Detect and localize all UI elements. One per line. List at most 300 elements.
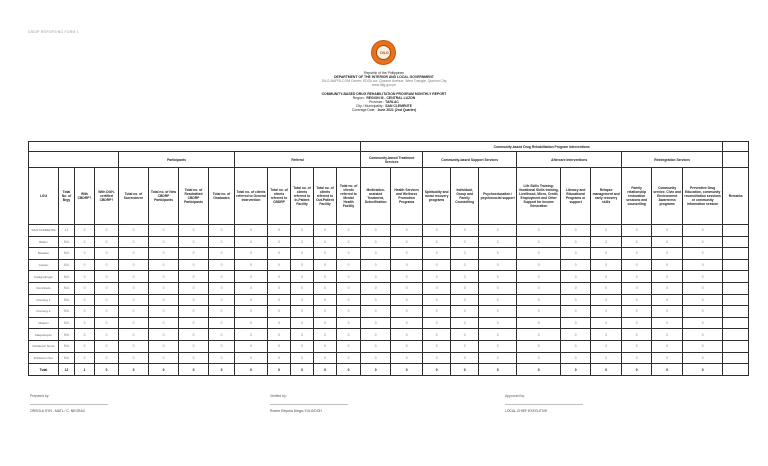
value-cell: 0 (119, 282, 149, 294)
value-cell: 0 (517, 317, 561, 329)
value-cell: 0 (652, 225, 683, 237)
value-cell: 0 (291, 340, 314, 352)
total-value-cell: 0 (291, 364, 314, 376)
value-cell: 0 (235, 317, 268, 329)
value-cell: 0 (391, 282, 423, 294)
value-cell: 0 (235, 225, 268, 237)
value-cell: 0 (179, 340, 209, 352)
department-website: www.dilg.gov.ph (371, 83, 397, 87)
value-cell: 0 (75, 294, 95, 306)
seal-inner-ring (376, 45, 391, 60)
total-value-cell: 0 (149, 364, 179, 376)
approved-by-name: LOCAL CHIEF EXECUTIVE (505, 409, 548, 413)
header-group-referral: Referral (235, 152, 361, 168)
value-cell: 0 (337, 271, 361, 283)
value-cell: 0 (209, 248, 235, 260)
value-cell: 0 (561, 317, 591, 329)
value-cell: 0 (95, 294, 119, 306)
value-cell: 0 (423, 340, 451, 352)
value-cell: 0 (268, 294, 291, 306)
column-header: Preventive Drug Education, community reconciliation sessions or community information session (683, 168, 723, 225)
brgy-count-cell: N/A (59, 236, 75, 248)
value-cell: 0 (291, 306, 314, 318)
value-cell: 0 (291, 225, 314, 237)
value-cell: 0 (209, 340, 235, 352)
value-cell: 0 (451, 340, 479, 352)
value-cell: 0 (361, 248, 391, 260)
lgu-cell: Bawabo (29, 248, 59, 260)
column-header: Psychoeducation / psychosocial support (479, 168, 517, 225)
value-cell: 0 (119, 317, 149, 329)
value-cell: 0 (209, 236, 235, 248)
column-header: Total no. of clients referred to In-Patient Facility (291, 168, 314, 225)
value-cell: 0 (591, 236, 622, 248)
value-cell: 0 (95, 282, 119, 294)
value-cell: 0 (235, 306, 268, 318)
seal-text: DILG (380, 50, 389, 55)
total-value-cell: 0 (361, 364, 391, 376)
report-title: COMMUNITY-BASED DRUG REHABILITATION PROGRAM MONTHLY REPORT (321, 92, 447, 96)
value-cell: 0 (291, 329, 314, 341)
value-cell: 0 (391, 236, 423, 248)
value-cell: 0 (209, 271, 235, 283)
table-row (29, 248, 749, 260)
value-cell: 0 (479, 236, 517, 248)
value-cell: 0 (561, 271, 591, 283)
value-cell: 0 (268, 282, 291, 294)
total-value-cell: 0 (517, 364, 561, 376)
remarks-cell (723, 248, 749, 260)
lgu-cell: Maquelayan (29, 329, 59, 341)
value-cell: 0 (119, 340, 149, 352)
value-cell: 0 (652, 352, 683, 364)
value-cell: 0 (423, 317, 451, 329)
value-cell: 0 (209, 306, 235, 318)
value-cell: 0 (652, 236, 683, 248)
column-header: With DOH-certified CBDRP? (95, 168, 119, 225)
total-value-cell: 0 (391, 364, 423, 376)
value-cell: 0 (517, 236, 561, 248)
province-value: TARLAC (385, 100, 399, 104)
value-cell: 0 (622, 282, 652, 294)
value-cell: 0 (423, 271, 451, 283)
value-cell: 0 (622, 259, 652, 271)
value-cell: 0 (95, 259, 119, 271)
monitoring-table (28, 141, 749, 376)
value-cell: 0 (149, 340, 179, 352)
value-cell: 0 (361, 317, 391, 329)
value-cell: 0 (479, 282, 517, 294)
value-cell: 0 (149, 248, 179, 260)
column-header: LGU (29, 168, 59, 225)
value-cell: 0 (268, 340, 291, 352)
column-header: Total no. of Graduates (209, 168, 235, 225)
value-cell: 0 (361, 236, 391, 248)
value-cell: 0 (361, 271, 391, 283)
brgy-count-cell: N/A (59, 259, 75, 271)
total-value-cell: 0 (235, 364, 268, 376)
header-group-participants: Participants (119, 152, 235, 168)
value-cell: 0 (75, 340, 95, 352)
value-cell: 0 (209, 317, 235, 329)
value-cell: 0 (451, 352, 479, 364)
table-row (29, 317, 749, 329)
value-cell: 0 (119, 329, 149, 341)
value-cell: 0 (268, 306, 291, 318)
value-cell: 0 (209, 329, 235, 341)
remarks-cell (723, 364, 749, 376)
value-cell: 0 (683, 294, 723, 306)
value-cell: 0 (423, 248, 451, 260)
value-cell: 0 (291, 317, 314, 329)
value-cell: 0 (314, 329, 337, 341)
region-value: REGION III - CENTRAL LUZON (366, 96, 416, 100)
total-value-cell: 0 (451, 364, 479, 376)
value-cell: 0 (423, 236, 451, 248)
brgy-count-cell: N/A (59, 329, 75, 341)
dilg-seal-logo (371, 40, 396, 65)
value-cell: 0 (423, 352, 451, 364)
value-cell: 0 (291, 352, 314, 364)
value-cell: 0 (561, 329, 591, 341)
brgy-count-cell: N/A (59, 294, 75, 306)
value-cell: 0 (314, 225, 337, 237)
value-cell: 0 (683, 317, 723, 329)
value-cell: 0 (235, 282, 268, 294)
value-cell: 0 (451, 294, 479, 306)
value-cell: 0 (268, 259, 291, 271)
value-cell: 0 (337, 329, 361, 341)
value-cell: 0 (337, 352, 361, 364)
total-label-cell: Total (29, 364, 59, 376)
total-value-cell: 0 (209, 364, 235, 376)
value-cell: 0 (652, 329, 683, 341)
remarks-cell (723, 340, 749, 352)
lgu-cell: Doclong 2 (29, 306, 59, 318)
value-cell: 0 (652, 282, 683, 294)
table-row (29, 306, 749, 318)
total-value-cell: 0 (561, 364, 591, 376)
value-cell: 0 (479, 352, 517, 364)
value-cell: 0 (683, 259, 723, 271)
total-value-cell: 0 (314, 364, 337, 376)
value-cell: 0 (75, 329, 95, 341)
verified-signature-line (270, 404, 348, 405)
value-cell: 0 (391, 317, 423, 329)
verified-by-label: Verified by: (270, 394, 287, 398)
remarks-cell (723, 306, 749, 318)
column-header: Life Skills Training: Vocational Skills training, Livelihood, Micro, Credit, Employment and Other Support for Income Generation (517, 168, 561, 225)
value-cell: 0 (652, 271, 683, 283)
value-cell: 0 (179, 225, 209, 237)
remarks-cell (723, 271, 749, 283)
total-brgy-cell: 12 (59, 364, 75, 376)
value-cell: 0 (95, 340, 119, 352)
value-cell: 0 (179, 271, 209, 283)
value-cell: 0 (391, 259, 423, 271)
value-cell: 0 (119, 271, 149, 283)
value-cell: 0 (683, 225, 723, 237)
value-cell: 0 (75, 352, 95, 364)
lgu-cell: Catagudingan (29, 271, 59, 283)
department-name: DEPARTMENT OF THE INTERIOR AND LOCAL GOVERNMENT (334, 75, 434, 79)
value-cell: 0 (235, 294, 268, 306)
value-cell: 0 (75, 306, 95, 318)
remarks-cell (723, 317, 749, 329)
value-cell: 0 (561, 294, 591, 306)
value-cell: 0 (652, 340, 683, 352)
total-value-cell: 0 (268, 364, 291, 376)
lgu-cell: Doclong 1 (29, 294, 59, 306)
value-cell: 0 (622, 225, 652, 237)
column-header: Literacy and Educational Programs or support (561, 168, 591, 225)
value-cell: 0 (361, 259, 391, 271)
value-cell: 0 (95, 271, 119, 283)
column-header: Total no. of New CBDRP Participants (149, 168, 179, 225)
total-value-cell: 0 (479, 364, 517, 376)
lgu-cell: Maasin (29, 317, 59, 329)
value-cell: 0 (268, 248, 291, 260)
value-cell: 0 (451, 259, 479, 271)
value-cell: 0 (517, 248, 561, 260)
value-cell: 0 (561, 248, 591, 260)
value-cell: 0 (75, 282, 95, 294)
value-cell: 0 (683, 329, 723, 341)
value-cell: 0 (95, 352, 119, 364)
value-cell: 0 (622, 248, 652, 260)
value-cell: 0 (561, 236, 591, 248)
value-cell: 0 (179, 282, 209, 294)
remarks-cell (723, 294, 749, 306)
value-cell: 0 (591, 317, 622, 329)
value-cell: 0 (235, 271, 268, 283)
value-cell: 0 (479, 317, 517, 329)
brgy-count-cell: N/A (59, 248, 75, 260)
header-group-support: Community-based Support Services (423, 152, 517, 168)
value-cell: 0 (391, 271, 423, 283)
table-row (29, 271, 749, 283)
value-cell: 0 (423, 306, 451, 318)
value-cell: 0 (75, 248, 95, 260)
value-cell: 0 (683, 282, 723, 294)
value-cell: 0 (591, 225, 622, 237)
header-group-aftercare: Aftercare Interventions (517, 152, 622, 168)
value-cell: 0 (591, 282, 622, 294)
column-header: Spirituality and moral recovery programs (423, 168, 451, 225)
value-cell: 0 (391, 306, 423, 318)
value-cell: 0 (517, 225, 561, 237)
column-header: With CBDRP? (75, 168, 95, 225)
value-cell: 0 (119, 225, 149, 237)
value-cell: 0 (391, 340, 423, 352)
value-cell: 0 (179, 329, 209, 341)
value-cell: 0 (268, 271, 291, 283)
form-label: DSDIP REPORTING FORM 1 (28, 30, 79, 34)
prepared-signature-line (30, 404, 108, 405)
remarks-cell (723, 225, 749, 237)
value-cell: 0 (95, 248, 119, 260)
value-cell: 0 (451, 225, 479, 237)
brgy-count-cell: 12 (59, 225, 75, 237)
city-label: City / Municipality : (356, 104, 385, 108)
header-group-reintegration: Reintegration Services (622, 152, 723, 168)
value-cell: 0 (391, 352, 423, 364)
value-cell: 0 (337, 225, 361, 237)
prepared-by-name: ORSOLA SYN - MATL / C. NEGRAC (30, 409, 86, 413)
value-cell: 0 (361, 225, 391, 237)
value-cell: 0 (314, 259, 337, 271)
value-cell: 0 (591, 259, 622, 271)
value-cell: 0 (479, 259, 517, 271)
brgy-count-cell: N/A (59, 352, 75, 364)
value-cell: 0 (652, 317, 683, 329)
value-cell: 0 (268, 317, 291, 329)
value-cell: 0 (337, 340, 361, 352)
column-header: Total no. of clients referred to CBDRP (268, 168, 291, 225)
value-cell: 0 (314, 352, 337, 364)
table-row (29, 329, 749, 341)
value-cell: 0 (517, 259, 561, 271)
column-header: Total no. of clients referred to Mental Health Facility (337, 168, 361, 225)
table-body (29, 225, 749, 376)
lgu-cell: Balloc (29, 236, 59, 248)
value-cell: 0 (622, 352, 652, 364)
value-cell: 0 (423, 259, 451, 271)
header-blank-cell (29, 142, 361, 152)
total-value-cell: 0 (622, 364, 652, 376)
value-cell: 0 (517, 271, 561, 283)
value-cell: 0 (517, 340, 561, 352)
table-row (29, 294, 749, 306)
coverage-value: June 2021 (2nd Quarter) (377, 108, 417, 112)
total-value-cell: 0 (95, 364, 119, 376)
value-cell: 0 (479, 248, 517, 260)
value-cell: 0 (291, 271, 314, 283)
column-header: Medication-assisted Treatment, Detoxification (361, 168, 391, 225)
column-header: Individual, Group and Family Counselling (451, 168, 479, 225)
value-cell: 0 (517, 329, 561, 341)
table-row (29, 236, 749, 248)
value-cell: 0 (337, 236, 361, 248)
value-cell: 0 (517, 282, 561, 294)
remarks-cell (723, 282, 749, 294)
value-cell: 0 (149, 259, 179, 271)
total-value-cell: 0 (591, 364, 622, 376)
value-cell: 0 (479, 340, 517, 352)
value-cell: 0 (268, 236, 291, 248)
value-cell: 0 (235, 248, 268, 260)
value-cell: 0 (314, 271, 337, 283)
value-cell: 0 (291, 248, 314, 260)
total-value-cell: 0 (179, 364, 209, 376)
column-header: Health Services and Wellness Promotion Programs (391, 168, 423, 225)
value-cell: 0 (591, 352, 622, 364)
header-blank-left (29, 152, 119, 168)
value-cell: 0 (149, 294, 179, 306)
header-blank-right (723, 152, 749, 168)
value-cell: 0 (561, 352, 591, 364)
value-cell: 0 (591, 329, 622, 341)
value-cell: 0 (591, 271, 622, 283)
value-cell: 0 (652, 306, 683, 318)
value-cell: 0 (423, 225, 451, 237)
value-cell: 0 (479, 225, 517, 237)
value-cell: 0 (337, 317, 361, 329)
approved-signature-line (505, 404, 583, 405)
table-row (29, 352, 749, 364)
value-cell: 0 (361, 306, 391, 318)
column-header: Total no. of Surrenderee (119, 168, 149, 225)
coverage-line (284, 108, 484, 112)
coverage-label: Coverage Date : (351, 108, 377, 112)
value-cell: 0 (149, 225, 179, 237)
value-cell: 0 (95, 329, 119, 341)
value-cell: 0 (591, 294, 622, 306)
republic-line: Republic of the Philippines (364, 71, 404, 75)
value-cell: 0 (451, 306, 479, 318)
brgy-count-cell: N/A (59, 340, 75, 352)
column-header: Total no. of clients referred to Out-Patient Facility (314, 168, 337, 225)
value-cell: 0 (423, 329, 451, 341)
value-cell: 0 (391, 225, 423, 237)
column-header: Relapse management and early recovery skills (591, 168, 622, 225)
value-cell: 0 (451, 271, 479, 283)
value-cell: 0 (337, 259, 361, 271)
table-row (29, 340, 749, 352)
column-header: Total no. of clients referred to General Intervention (235, 168, 268, 225)
value-cell: 0 (268, 329, 291, 341)
value-cell: 0 (75, 317, 95, 329)
value-cell: 0 (209, 352, 235, 364)
value-cell: 0 (517, 306, 561, 318)
value-cell: 0 (361, 294, 391, 306)
approved-by-label: Approved by: (505, 394, 525, 398)
table-row (29, 259, 749, 271)
value-cell: 0 (235, 340, 268, 352)
value-cell: 0 (179, 317, 209, 329)
value-cell: 0 (209, 294, 235, 306)
value-cell: 0 (209, 259, 235, 271)
brgy-count-cell: N/A (59, 306, 75, 318)
value-cell: 0 (561, 306, 591, 318)
value-cell: 0 (149, 271, 179, 283)
province-label: Province : (369, 100, 385, 104)
value-cell: 0 (561, 259, 591, 271)
value-cell: 0 (149, 282, 179, 294)
value-cell: 0 (337, 306, 361, 318)
value-cell: 0 (119, 259, 149, 271)
value-cell: 0 (179, 236, 209, 248)
header-blank-remarks (723, 142, 749, 152)
value-cell: 0 (291, 236, 314, 248)
column-header-row (29, 168, 749, 225)
remarks-cell (723, 352, 749, 364)
lgu-cell: Nombrado (29, 282, 59, 294)
value-cell: 0 (75, 236, 95, 248)
value-cell: 0 (119, 248, 149, 260)
value-cell: 0 (683, 271, 723, 283)
prepared-by-label: Prepared by: (30, 394, 50, 398)
value-cell: 0 (479, 329, 517, 341)
value-cell: 0 (479, 271, 517, 283)
value-cell: 0 (179, 306, 209, 318)
value-cell: 0 (314, 248, 337, 260)
value-cell: 0 (652, 248, 683, 260)
verified-by-name: Romer Reyoha Diega / DILG/DOH (270, 409, 322, 413)
value-cell: 0 (622, 294, 652, 306)
value-cell: 0 (517, 352, 561, 364)
value-cell: 0 (268, 352, 291, 364)
